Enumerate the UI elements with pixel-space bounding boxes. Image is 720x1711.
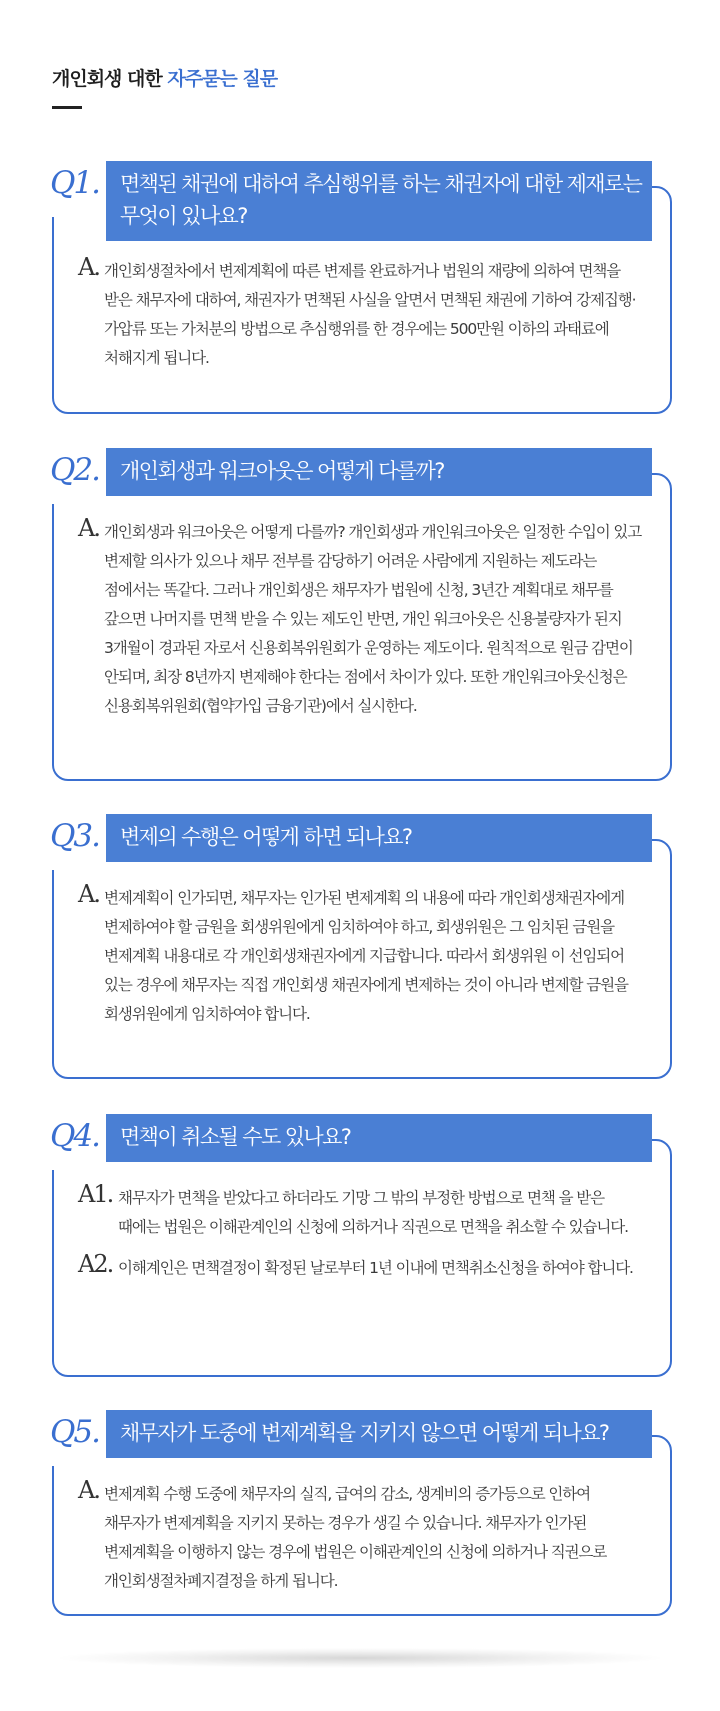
answer-text: 개인회생절차에서 변제계획에 따른 변제를 완료하거나 법원의 재량에 의하여 면책을 받은 채무자에 대하여, 채권자가 면책된 사실을 알면서 면책된 채권에 기하여 강제집행·가압류 또는 가처분의 방법으로 추심행위를 한 경우에는 500만원 이하의 과태료에 처해지게 됩니다.: [104, 262, 636, 367]
answer-label: A.: [78, 253, 99, 281]
answer-text: 변제계획이 인가되면, 채무자는 인가된 변제계획 의 내용에 따라 개인회생채권자에게 변제하여야 할 금원을 회생위원에게 임치하여야 하고, 회생위원은 그 임치된 금원을 변제계획 내용대로 각 개인회생채권자에게 지급합니다. 따라서 회생위원 이 선임되어 있는 경우에 채무자는 직접 개인회생 채권자에게 변제하는 것이 아니라 변제할 금원을 회생위원에게 임치하여야 합니다.: [104, 889, 628, 1023]
question-number: Q3.: [50, 814, 108, 870]
answer-list: [78, 514, 648, 721]
title-accent: 자주묻는 질문: [167, 68, 278, 90]
answer-item: [78, 253, 648, 373]
answer-item: [78, 1476, 648, 1596]
answer-item: [78, 880, 648, 1029]
question-title: 변제의 수행은 어떻게 하면 되나요?: [106, 814, 652, 862]
title-lead: 개인회생 대한: [52, 68, 168, 90]
answer-label: A.: [78, 880, 99, 908]
page-title: [52, 64, 277, 91]
faq-item-q5: [52, 1410, 672, 1616]
answer-list: [78, 1476, 648, 1596]
question-title: 채무자가 도중에 변제계획을 지키지 않으면 어떻게 되나요?: [106, 1410, 652, 1458]
question-title: 개인회생과 워크아웃은 어떻게 다를까?: [106, 448, 652, 496]
question-number: Q2.: [50, 448, 108, 504]
answer-list: [78, 253, 648, 373]
faq-item-q4: [52, 1114, 672, 1377]
answer-label: A.: [78, 1476, 99, 1504]
question-title: 면책이 취소될 수도 있나요?: [106, 1114, 652, 1162]
answer-label: A2.: [78, 1250, 113, 1278]
answer-label: A.: [78, 514, 99, 542]
page-header: [52, 64, 277, 91]
answer-item: [78, 1250, 648, 1283]
answer-text: 변제계획 수행 도중에 채무자의 실직, 급여의 감소, 생계비의 증가등으로 인하여 채무자가 변제계획을 지키지 못하는 경우가 생길 수 있습니다. 채무자가 인가된 변제계획을 이행하지 않는 경우에 법원은 이해관계인의 신청에 의하거나 직권으로 개인회생절차폐지결정을 하게 됩니다.: [104, 1485, 607, 1590]
question-number: Q1.: [50, 161, 108, 217]
bottom-shadow: [60, 1648, 660, 1668]
answer-text: 이해계인은 면책결정이 확정된 날로부터 1년 이내에 면책취소신청을 하여야 합니다.: [118, 1259, 633, 1277]
faq-item-q2: [52, 448, 672, 781]
question-title: 면책된 채권에 대하여 추심행위를 하는 채권자에 대한 제재로는 무엇이 있나요?: [106, 161, 652, 241]
question-number: Q4.: [50, 1114, 108, 1170]
answer-list: [78, 1180, 648, 1283]
faq-item-q1: [52, 161, 672, 414]
faq-item-q3: [52, 814, 672, 1079]
answer-item: [78, 1180, 648, 1242]
answer-list: [78, 880, 648, 1029]
answer-label: A1.: [78, 1180, 113, 1208]
answer-text: 채무자가 면책을 받았다고 하더라도 기망 그 밖의 부정한 방법으로 면책 을 받은 때에는 법원은 이해관계인의 신청에 의하거나 직권으로 면책을 취소할 수 있습니다.: [118, 1189, 628, 1236]
title-underline: [52, 106, 82, 109]
question-number: Q5.: [50, 1410, 108, 1466]
answer-item: [78, 514, 648, 721]
answer-text: 개인회생과 워크아웃은 어떻게 다를까? 개인회생과 개인워크아웃은 일정한 수입이 있고 변제할 의사가 있으나 채무 전부를 감당하기 어려운 사람에게 지원하는 제도라는 점에서는 똑같다. 그러나 개인회생은 채무자가 법원에 신청, 3년간 계획대로 채무를 갚으면 나머지를 면책 받을 수 있는 제도인 반면, 개인 워크아웃은 신용불량자가 된지 3개월이 경과된 자로서 신용회복위원회가 운영하는 제도이다. 원칙적으로 원금 감면이 안되며, 최장 8년까지 변제해야 한다는 점에서 차이가 있다. 또한 개인워크아웃신청은 신용회복위원회(협약가입 금융기관)에서 실시한다.: [104, 523, 642, 715]
